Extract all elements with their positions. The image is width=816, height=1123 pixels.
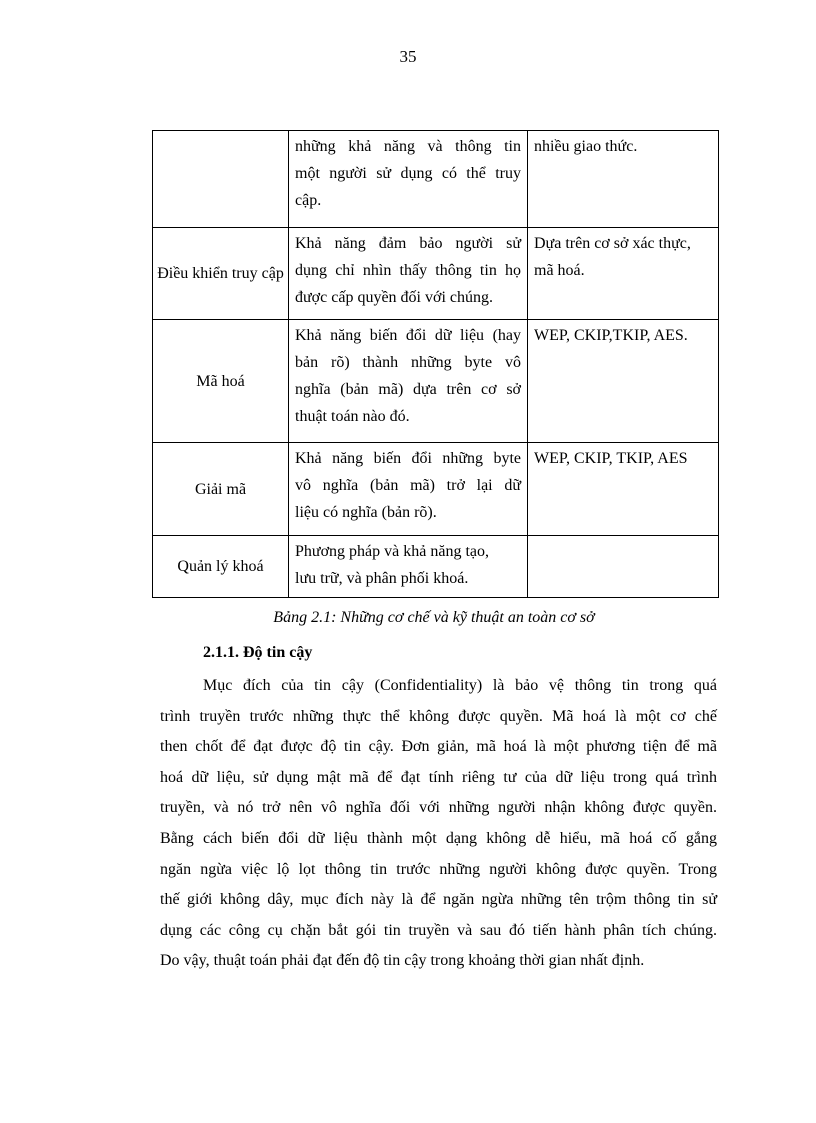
- description-line: Khả năng đảm bảo người sử: [295, 235, 521, 252]
- description-line: liệu có nghĩa (bản rõ).: [295, 504, 437, 521]
- mechanism-technique: [528, 228, 719, 320]
- mechanism-name: Điều khiển truy cập: [153, 228, 289, 320]
- section-paragraph: [160, 671, 717, 977]
- description-line: Phương pháp và khả năng tạo,: [295, 543, 489, 560]
- description-line: Khả năng biến đổi dữ liệu (hay: [295, 327, 521, 344]
- description-line: một người sử dụng có thể truy: [295, 165, 521, 182]
- mechanism-technique: [528, 443, 719, 536]
- table-row: [153, 228, 719, 320]
- description-line: vô nghĩa (bản mã) trở lại dữ: [295, 477, 521, 494]
- description-line: được cấp quyền đối với chúng.: [295, 289, 493, 306]
- paragraph-line: hoá dữ liệu, sử dụng mật mã để đạt tính riêng tư của dữ liệu trong quá trình: [160, 768, 717, 786]
- mechanism-technique: [528, 536, 719, 598]
- paragraph-line: ngăn ngừa việc lộ lọt thông tin trước những người không được quyền. Trong: [160, 860, 717, 878]
- mechanism-description: [289, 131, 528, 228]
- description-line: thuật toán nào đó.: [295, 408, 410, 425]
- paragraph-line: trình truyền trước những thực thể không được quyền. Mã hoá là một cơ chế: [160, 707, 717, 725]
- mechanism-description: [289, 536, 528, 598]
- mechanism-name: Quản lý khoá: [153, 536, 289, 598]
- paragraph-line: Mục đích của tin cậy (Confidentiality) là bảo vệ thông tin trong quá: [203, 677, 717, 694]
- table-caption: Bảng 2.1: Những cơ chế và kỹ thuật an toàn cơ sở: [273, 609, 595, 626]
- description-line: bản rõ) thành những byte vô: [295, 354, 521, 371]
- security-mechanisms-table: [152, 130, 719, 598]
- description-line: lưu trữ, và phân phối khoá.: [295, 570, 469, 587]
- table-row: [153, 536, 719, 598]
- description-line: Khả năng biến đổi những byte: [295, 450, 521, 467]
- technique-line: mã hoá.: [534, 262, 585, 279]
- mechanism-technique: [528, 320, 719, 443]
- mechanism-description: [289, 443, 528, 536]
- description-line: nghĩa (bản mã) dựa trên cơ sở: [295, 381, 521, 398]
- paragraph-line: then chốt để đạt được độ tin cậy. Đơn giản, mã hoá là một phương tiện để mã: [160, 738, 717, 756]
- mechanism-description: [289, 320, 528, 443]
- table-row: [153, 131, 719, 228]
- table-row: [153, 443, 719, 536]
- paragraph-line: thế giới không dây, mục đích này là để ngăn ngừa những tên trộm thông tin sử: [160, 891, 717, 909]
- paragraph-line: Bằng cách biến đổi dữ liệu thành một dạng không dễ hiểu, mã hoá cố gắng: [160, 829, 717, 847]
- technique-line: Dựa trên cơ sở xác thực,: [534, 235, 691, 252]
- technique-line: WEP, CKIP,TKIP, AES.: [534, 327, 688, 344]
- paragraph-line: Do vậy, thuật toán phải đạt đến độ tin cậy trong khoảng thời gian nhất định.: [160, 952, 645, 970]
- description-line: dụng chỉ nhìn thấy thông tin họ: [295, 262, 521, 279]
- mechanism-name: [153, 131, 289, 228]
- mechanism-name: Mã hoá: [153, 320, 289, 443]
- mechanism-technique: [528, 131, 719, 228]
- paragraph-line: dụng các công cụ chặn bắt gói tin truyền và sau đó tiến hành phân tích chúng.: [160, 921, 717, 939]
- table-row: [153, 320, 719, 443]
- page-number: 35: [399, 47, 417, 66]
- description-line: cập.: [295, 192, 322, 209]
- section-heading: 2.1.1. Độ tin cậy: [203, 644, 313, 661]
- technique-line: nhiều giao thức.: [534, 138, 638, 155]
- technique-line: WEP, CKIP, TKIP, AES: [534, 450, 688, 467]
- description-line: những khả năng và thông tin: [295, 138, 521, 155]
- mechanism-description: [289, 228, 528, 320]
- paragraph-line: truyền, và nó trở nên vô nghĩa đối với những người nhận không được quyền.: [160, 799, 717, 817]
- mechanism-name: Giải mã: [153, 443, 289, 536]
